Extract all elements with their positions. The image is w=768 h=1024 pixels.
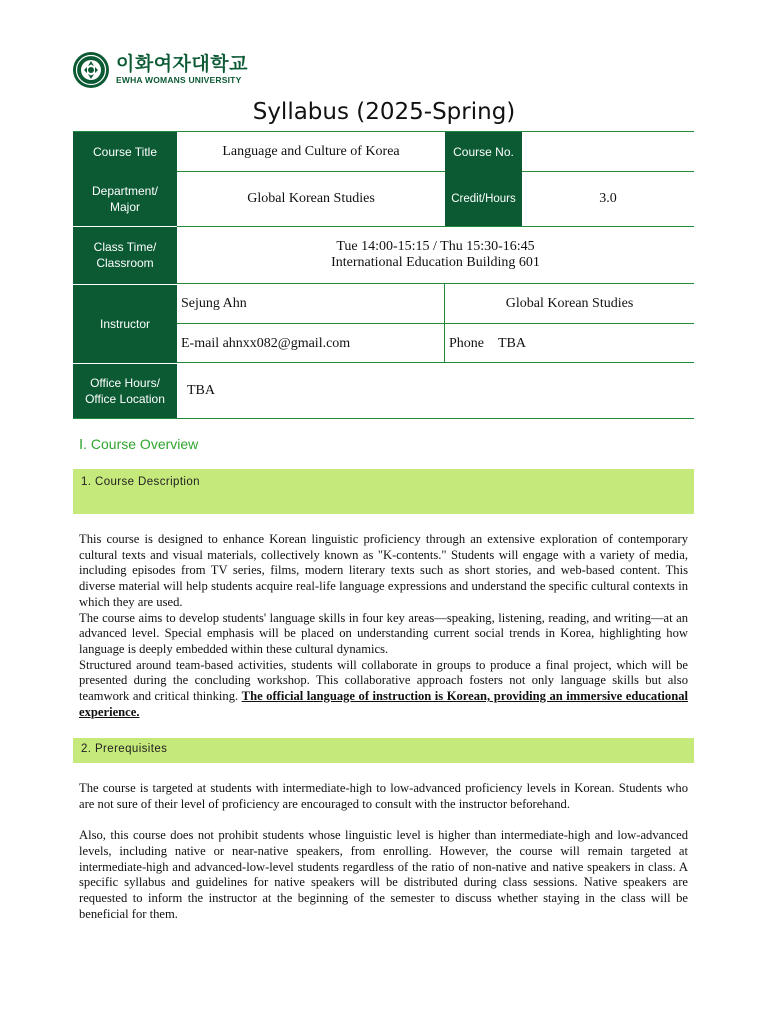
instructor-department: Global Korean Studies xyxy=(505,296,634,311)
phone-value: TBA xyxy=(498,335,526,351)
class-time-label xyxy=(73,226,177,284)
class-time-label-line2: Classroom xyxy=(96,256,154,270)
class-time-value xyxy=(177,226,694,284)
course-description-text xyxy=(79,532,688,720)
instructor-email: E-mail ahnxx082@gmail.com xyxy=(181,335,351,351)
office-value: TBA xyxy=(187,383,215,398)
credit-label: Credit/Hours xyxy=(445,172,522,226)
prerequisites-heading: 2. Prerequisites xyxy=(73,738,694,763)
instructor-phone xyxy=(445,324,694,363)
course-no-label: Course No. xyxy=(445,131,522,172)
table-line xyxy=(177,323,694,324)
table-line xyxy=(522,171,694,172)
course-info-table xyxy=(73,131,694,419)
header-divider xyxy=(73,226,177,227)
university-name-english: EWHA WOMANS UNIVERSITY xyxy=(116,75,242,86)
course-title-value: Language and Culture of Korea xyxy=(222,143,400,159)
header-divider xyxy=(73,284,177,285)
description-paragraph-1: This course is designed to enhance Korean linguistic proficiency through an extensive exploration of contemporary cultural texts and visual materials, collectively known as "K-contents." Students will engage with a variety of media, including episodes from TV series, films, modern literary texts such as short stories, and web-based content. This diverse material will help students acquire real-life language expressions and understand the specific cultural contexts in which they are used. xyxy=(79,532,688,609)
page-title: Syllabus (2025-Spring) xyxy=(252,99,516,125)
classroom-text: International Education Building 601 xyxy=(331,255,540,270)
instruction-language-note: The official language of instruction is Korean, providing an immersive educational experience. xyxy=(79,689,689,719)
section-title-overview: Ⅰ. Course Overview xyxy=(79,436,199,452)
department-label-line2: Major xyxy=(109,200,140,214)
prerequisites-text xyxy=(79,781,688,922)
office-label xyxy=(73,363,177,419)
office-label-line2: Office Location xyxy=(85,392,165,406)
instructor-name: Sejung Ahn xyxy=(181,296,247,311)
course-no-value xyxy=(522,131,694,172)
table-border-top xyxy=(73,131,694,132)
table-line xyxy=(177,362,694,363)
department-label-line1: Department/ xyxy=(91,184,159,198)
table-border-bottom xyxy=(73,418,694,419)
table-line xyxy=(444,284,445,363)
description-paragraph-2: The course aims to develop students' language skills in four key areas—speaking, listening, reading, and writing—at an advanced level. Special emphasis will be placed on understanding current social trends in Korea, highlighting how language is deeply embedded within these cultural dynamics. xyxy=(79,610,688,656)
course-title-label: Course Title xyxy=(73,131,177,172)
prerequisites-paragraph-2: Also, this course does not prohibit students whose linguistic level is higher than intermediate-high and low-advanced levels, including native or near-native speakers, from enrolling. However, the course will remain targeted at intermediate-high and advanced-low-level students regardless of the ratio of non-native and native speakers in class. A specific syllabus and guidelines for native speakers will be distributed during class sessions. Native speakers are requested to inform the instructor at the beginning of the semester to discuss whether staying in the class will be beneficial for them. xyxy=(79,828,688,921)
course-description-heading: 1. Course Description xyxy=(73,469,694,514)
instructor-label: Instructor xyxy=(73,284,177,363)
class-time-label-line1: Class Time/ xyxy=(93,240,157,254)
department-label xyxy=(73,172,177,226)
description-paragraph-3-text: Structured around team-based activities, students will collaborate in groups to produce a final project, which will be presented during the concluding workshop. This collaborative approach fosters not only language skills but also teamwork and critical thinking. xyxy=(79,657,688,704)
class-time-text: Tue 14:00-15:15 / Thu 15:30-16:45 xyxy=(336,239,535,254)
credit-value: 3.0 xyxy=(599,191,617,206)
university-name-korean: 이화여자대학교 xyxy=(116,53,248,76)
table-line xyxy=(177,171,445,172)
university-logo xyxy=(72,51,248,89)
department-value: Global Korean Studies xyxy=(247,191,375,206)
paragraph-spacer xyxy=(79,812,688,828)
phone-label: Phone xyxy=(449,335,484,351)
table-line xyxy=(177,283,694,284)
office-label-line1: Office Hours/ xyxy=(90,376,160,390)
prerequisites-paragraph-1: The course is targeted at students with intermediate-high to low-advanced proficiency levels in Korean. Students who are not sure of their level of proficiency are encouraged to consult with the instructor beforehand. xyxy=(79,781,688,811)
header-divider xyxy=(73,363,177,364)
table-line xyxy=(177,226,694,227)
description-paragraph-3 xyxy=(79,658,688,721)
university-seal-icon xyxy=(72,51,110,89)
